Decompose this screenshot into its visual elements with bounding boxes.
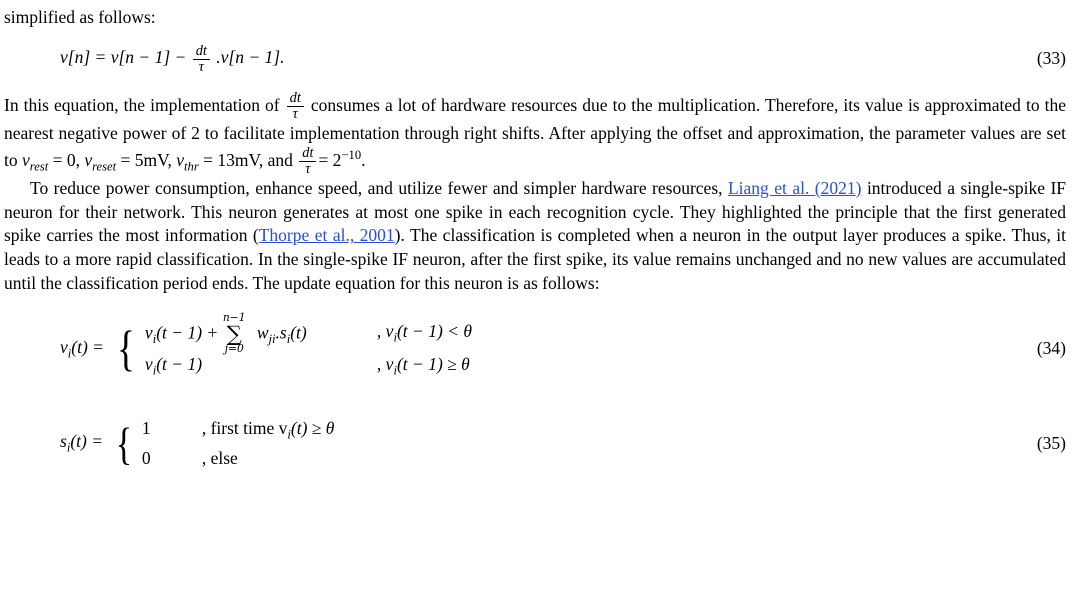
eq34-case-1-cond-v: , v	[376, 320, 394, 341]
eq34-case-1-cond-rest: (t − 1) < θ	[396, 320, 472, 341]
paragraph-1-tail-fraction	[299, 146, 316, 177]
eq35-case-1-cond-rest: (t) ≥ θ	[290, 417, 335, 438]
paragraph-2	[0, 177, 1080, 296]
param-3-subscript: thr	[184, 159, 199, 174]
eq34-case-2-cond-rest: (t − 1) ≥ θ	[396, 353, 470, 374]
paragraph-1-tail-exponent: −10	[341, 147, 362, 162]
eq34-case-2-condition	[377, 351, 470, 381]
eq35-case-1-value: 1	[141, 417, 151, 438]
paper-page	[0, 6, 1080, 613]
equation-34	[0, 311, 1080, 381]
param-3-value: = 13mV, and	[203, 149, 293, 170]
eq34-case-1-w-sub: ji	[268, 331, 276, 346]
eq34-case-1-s-arg: (t)	[290, 322, 307, 343]
paragraph-2-part-2: introduced a single-spike IF neuron for their network. This neuron generates at most one spike in each recognition cycle. They highlighted the principle that the first generated spike carries the most information (	[4, 177, 1067, 246]
eq33-fraction	[193, 44, 210, 75]
eq34-case-1-w: w	[256, 322, 269, 343]
param-1-symbol: v	[22, 149, 30, 170]
equation-33	[0, 44, 1080, 75]
eq33-lhs: v[n] =	[60, 46, 107, 67]
eq35-lhs-symbol: s	[60, 431, 67, 452]
eq34-case-2-expression	[145, 351, 377, 381]
eq35-case-1-cond-sub: i	[287, 427, 291, 442]
paragraph-1-fraction-numerator: dt	[287, 91, 304, 107]
eq35-case-list	[142, 415, 335, 472]
param-2-value: = 5mV,	[120, 149, 172, 170]
equation-35-number: (35)	[1036, 432, 1066, 453]
eq35-left-brace: {	[115, 417, 133, 469]
eq34-case-row-1	[144, 311, 472, 356]
param-3-symbol: v	[176, 149, 185, 170]
eq34-lhs-subscript: i	[67, 346, 72, 361]
eq34-case-2-v-sub: i	[152, 363, 157, 378]
eq35-lhs-arg: (t) =	[70, 431, 104, 452]
eq35-case-1-cond-text: , first time v	[201, 417, 288, 438]
eq34-case-1-v-sub: i	[152, 331, 157, 346]
equation-34-body	[60, 311, 472, 381]
eq34-case-1-condition	[377, 318, 472, 351]
paragraph-1	[0, 91, 1080, 177]
citation-link-liang[interactable]: Liang et al. (2021)	[727, 177, 862, 198]
eq34-sum-symbol	[222, 311, 246, 356]
eq34-case-row-2	[145, 351, 472, 381]
eq34-case-list	[144, 311, 472, 381]
eq34-summation	[222, 311, 246, 356]
paragraph-2-part-3: ). The classification is completed when a neuron in the output layer produces a spike. Thus, it leads to a more rapid classification. In the single-spike IF neuron, after the first spike, its value remains unchanged and no new values are accumulated until the classification period ends. The update equation for this neuron is as follows:	[4, 225, 1067, 294]
eq34-case-1-v-rest: (t − 1) +	[156, 322, 219, 343]
param-1-subscript: rest	[29, 159, 49, 174]
eq33-rhs-1: v[n − 1] −	[110, 46, 187, 67]
paragraph-1-tail-eq: = 2	[318, 149, 342, 170]
equation-35-body	[60, 415, 334, 472]
eq35-case-2-condition: , else	[201, 447, 238, 468]
eq34-case-2-v: v	[144, 353, 153, 374]
eq34-sum-sigma: ∑	[226, 321, 242, 347]
eq34-lhs-symbol: v	[60, 337, 68, 358]
equation-34-lhs	[60, 336, 104, 363]
paragraph-1-tail-fraction-numerator: dt	[299, 146, 316, 162]
eq34-case-1-s-sub: i	[286, 331, 291, 346]
paragraph-1-fraction-denominator: τ	[292, 105, 298, 122]
equation-34-number: (34)	[1036, 338, 1066, 359]
paragraph-1-part-2: consumes a lot of hardware resources due to the multiplication. Therefore, its value is approximated to the nearest negative power of 2 to facilitate implementation through right shifts. After applying the offset and approximation, the parameter values are set to	[4, 94, 1067, 170]
paragraph-2-part-1: To reduce power consumption, enhance speed, and utilize fewer and simpler hardware resources,	[30, 177, 723, 198]
param-2-subscript: reset	[92, 159, 117, 174]
lead-line: simplified as follows:	[4, 7, 156, 27]
citation-link-thorpe[interactable]: Thorpe et al., 2001	[258, 225, 395, 246]
equation-33-body	[60, 44, 284, 75]
eq34-case-2-cond-sub: i	[393, 363, 397, 378]
eq35-case-1-condition	[202, 415, 335, 445]
eq35-case-2-value: 0	[141, 447, 151, 468]
eq34-case-1-s: .s	[275, 322, 287, 343]
equation-35	[0, 415, 1080, 472]
param-1-value: = 0,	[52, 149, 80, 170]
equation-34-cases	[60, 311, 472, 381]
eq35-lhs-subscript: i	[66, 440, 71, 455]
eq34-sum-lower-limit: j=0	[224, 342, 244, 356]
eq34-case-2-v-rest: (t − 1)	[156, 353, 203, 374]
eq35-case-row-1	[142, 415, 335, 445]
eq34-case-1-cond-sub: i	[393, 330, 397, 345]
eq34-case-1-v: v	[144, 322, 153, 343]
equation-33-number: (33)	[1036, 48, 1066, 69]
equation-35-lhs	[60, 430, 103, 457]
eq35-case-row-2	[142, 445, 335, 472]
eq34-case-2-cond-v: , v	[376, 353, 394, 374]
eq33-fraction-denominator: τ	[198, 58, 204, 75]
eq34-lhs-arg: (t) =	[71, 337, 104, 358]
paragraph-1-tail-period: .	[361, 149, 366, 170]
param-2-symbol: v	[84, 149, 93, 170]
paragraph-1-tail-fraction-denominator: τ	[305, 160, 311, 177]
eq33-rhs-2: .v[n − 1].	[216, 46, 285, 67]
paragraph-1-part-1: In this equation, the implementation of	[4, 94, 280, 115]
eq34-case-1-expression	[144, 311, 377, 356]
eq33-fraction-numerator: dt	[193, 44, 210, 60]
eq34-sum-upper-limit: n−1	[222, 311, 246, 325]
equation-35-cases	[60, 415, 334, 472]
paragraph-1-fraction	[287, 91, 304, 122]
eq34-left-brace: {	[116, 320, 135, 376]
